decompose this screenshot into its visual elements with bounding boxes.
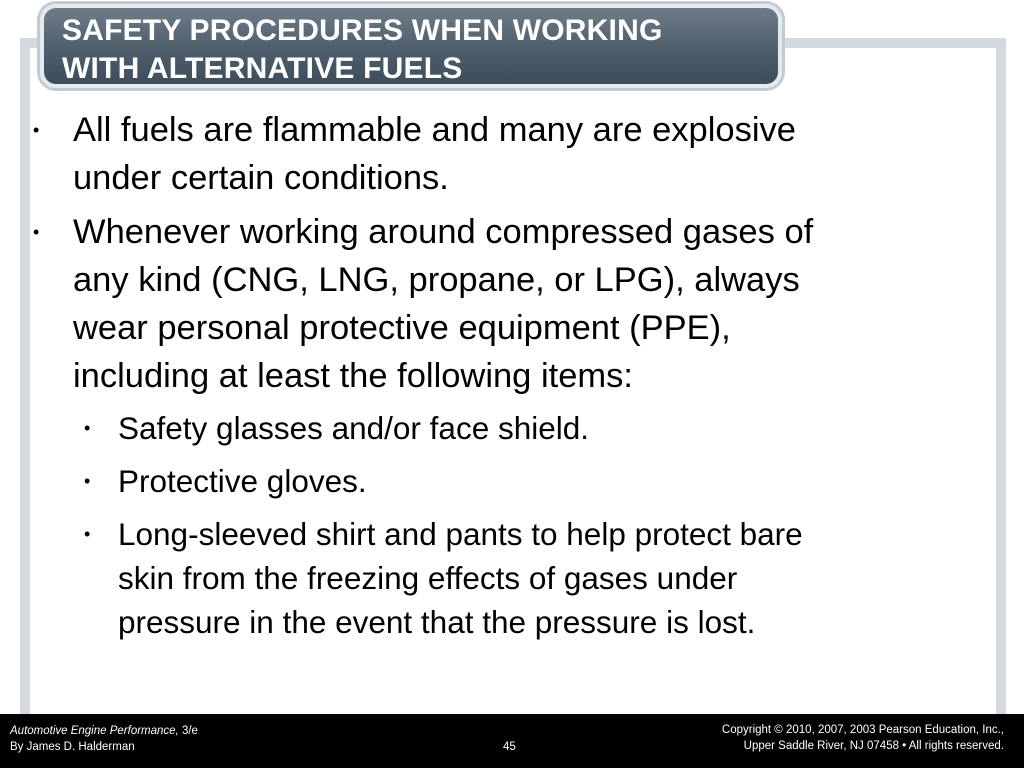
- slide-frame-left: [20, 38, 30, 714]
- footer-book-info: [10, 725, 198, 737]
- sub-bullet-dot-icon: •: [84, 418, 91, 438]
- slide-title-line: WITH ALTERNATIVE FUELS: [62, 52, 463, 85]
- slide-title-line: SAFETY PROCEDURES WHEN WORKING: [62, 14, 663, 47]
- bullet-item: [30, 106, 990, 202]
- bullet-dot-icon: •: [33, 120, 40, 140]
- sub-bullet-text-line: pressure in the event that the pressure is lost.: [118, 604, 756, 640]
- footer-page-number: 45: [503, 741, 516, 753]
- slide-title: [62, 12, 762, 88]
- footer-book-title: Automotive Engine Performance,: [10, 725, 179, 737]
- sub-bullet-dot-icon: •: [84, 471, 91, 491]
- sub-bullet-dot-icon: •: [84, 524, 91, 544]
- sub-bullet-item: [30, 512, 990, 644]
- bullet-text-line: any kind (CNG, LNG, propane, or LPG), always: [73, 261, 800, 299]
- slide-footer: [0, 714, 1024, 768]
- bullet-text-line: Whenever working around compressed gases of: [73, 213, 814, 251]
- bullet-text-line: All fuels are flammable and many are explosive: [73, 111, 796, 149]
- slide-body: [30, 106, 990, 653]
- footer-copyright-line-1: Copyright © 2010, 2007, 2003 Pearson Education, Inc.,: [721, 724, 1004, 736]
- sub-bullet-item: [30, 406, 990, 450]
- slide-frame-right: [996, 38, 1006, 714]
- footer-copyright-line-2: Upper Saddle River, NJ 07458 • All rights reserved.: [743, 740, 1004, 752]
- bullet-text-line: under certain conditions.: [73, 159, 449, 197]
- bullet-text-line: wear personal protective equipment (PPE),: [73, 309, 731, 347]
- sub-bullet-item: [30, 459, 990, 503]
- sub-bullet-text-line: Safety glasses and/or face shield.: [118, 410, 590, 446]
- footer-edition: 3/e: [178, 725, 198, 737]
- bullet-item: [30, 208, 990, 400]
- sub-bullet-text-line: skin from the freezing effects of gases under: [118, 560, 738, 596]
- sub-bullet-text-line: Protective gloves.: [118, 463, 367, 499]
- sub-bullet-text-line: Long-sleeved shirt and pants to help protect bare: [118, 516, 803, 552]
- bullet-dot-icon: •: [33, 222, 40, 242]
- footer-author: By James D. Halderman: [10, 741, 135, 753]
- slide-title-box: [40, 4, 782, 88]
- bullet-text-line: including at least the following items:: [73, 357, 633, 395]
